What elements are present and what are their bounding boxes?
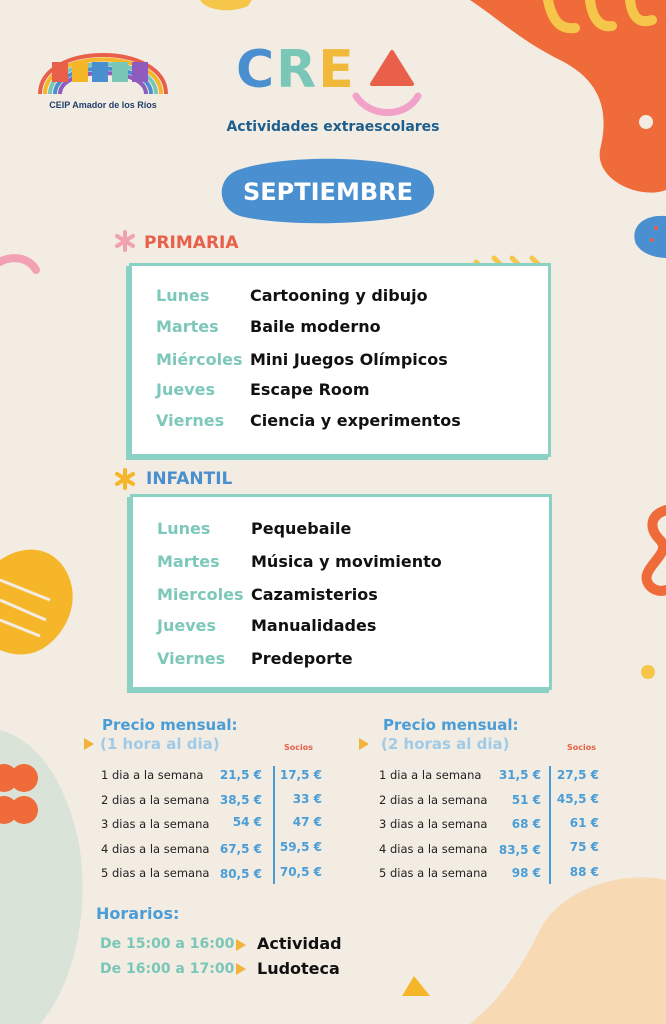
crea-triangle-smile-icon bbox=[350, 48, 430, 120]
price-row-label: 3 dias a la semana bbox=[379, 817, 488, 831]
price-value: 68 € bbox=[511, 817, 541, 831]
day-label: Martes bbox=[157, 552, 220, 571]
primaria-schedule bbox=[129, 263, 551, 457]
day-label: Jueves bbox=[157, 616, 216, 635]
price-row-label: 3 dias a la semana bbox=[101, 817, 210, 831]
price-row-label: 5 dias a la semana bbox=[101, 866, 210, 880]
crea-letter-e: E bbox=[318, 40, 356, 100]
socios-label-2: Socios bbox=[567, 743, 596, 752]
activity-label: Escape Room bbox=[250, 380, 370, 399]
price-divider bbox=[273, 766, 275, 884]
schedule-row bbox=[132, 286, 548, 316]
price-value: 98 € bbox=[511, 866, 541, 880]
day-label: Viernes bbox=[156, 411, 225, 430]
activity-label: Predeporte bbox=[251, 649, 353, 668]
schedule-row bbox=[132, 317, 548, 347]
infantil-schedule bbox=[130, 494, 552, 690]
month-title: SEPTIEMBRE bbox=[242, 178, 413, 206]
horario-activity: Ludoteca bbox=[257, 959, 340, 978]
price-row-label: 4 dias a la semana bbox=[379, 842, 488, 856]
subtitle: Actividades extraescolares bbox=[226, 119, 440, 135]
crea-title bbox=[236, 40, 356, 100]
price-row-label: 1 dia a la semana bbox=[379, 768, 482, 782]
socios-value: 70,5 € bbox=[279, 865, 322, 879]
day-label: Lunes bbox=[156, 286, 210, 305]
socios-value: 88 € bbox=[569, 865, 599, 879]
price-value: 31,5 € bbox=[498, 768, 541, 782]
play-arrow-icon bbox=[236, 963, 246, 975]
socios-value: 27,5 € bbox=[556, 768, 599, 782]
school-logo bbox=[30, 22, 176, 114]
schedule-row bbox=[133, 552, 549, 582]
play-arrow-icon bbox=[236, 939, 246, 951]
activity-label: Pequebaile bbox=[251, 519, 352, 538]
socios-value: 47 € bbox=[292, 815, 322, 829]
socios-value: 59,5 € bbox=[279, 840, 322, 854]
socios-value: 33 € bbox=[292, 792, 322, 806]
activity-label: Cartooning y dibujo bbox=[250, 286, 428, 305]
horario-time: De 16:00 a 17:00 bbox=[100, 961, 235, 977]
play-arrow-icon bbox=[359, 738, 369, 750]
price-value: 38,5 € bbox=[219, 793, 262, 807]
socios-value: 61 € bbox=[569, 816, 599, 830]
price-row-label: 5 dias a la semana bbox=[379, 866, 488, 880]
primaria-title: PRIMARIA bbox=[144, 233, 239, 253]
price-row-label: 2 dias a la semana bbox=[101, 793, 210, 807]
day-label: Jueves bbox=[156, 380, 215, 399]
day-label: Martes bbox=[156, 317, 219, 336]
price-sub-2: (2 horas al dia) bbox=[381, 735, 510, 753]
day-label: Viernes bbox=[157, 649, 226, 668]
price-value: 80,5 € bbox=[219, 867, 262, 881]
price-subheading-2 bbox=[381, 735, 510, 754]
schedule-row bbox=[133, 585, 549, 615]
asterisk-icon bbox=[114, 230, 136, 252]
socios-label-1: Socios bbox=[284, 743, 313, 752]
price-value: 67,5 € bbox=[219, 842, 262, 856]
price-divider bbox=[549, 766, 551, 884]
price-heading-1: Precio mensual: bbox=[102, 716, 238, 734]
price-value: 54 € bbox=[232, 815, 262, 829]
activity-label: Mini Juegos Olímpicos bbox=[250, 350, 448, 369]
schedule-row bbox=[133, 616, 549, 646]
play-arrow-icon bbox=[84, 738, 94, 750]
socios-value: 17,5 € bbox=[279, 768, 322, 782]
socios-value: 75 € bbox=[569, 840, 599, 854]
activity-label: Manualidades bbox=[251, 616, 377, 635]
schedule-row bbox=[132, 411, 548, 441]
day-label: Miercoles bbox=[157, 585, 244, 604]
price-value: 21,5 € bbox=[219, 768, 262, 782]
schedule-row bbox=[132, 350, 548, 380]
price-row-label: 2 dias a la semana bbox=[379, 793, 488, 807]
price-heading-2: Precio mensual: bbox=[383, 716, 519, 734]
socios-value: 45,5 € bbox=[556, 792, 599, 806]
price-row-label: 4 dias a la semana bbox=[101, 842, 210, 856]
rainbow-logo-icon bbox=[30, 22, 176, 102]
price-value: 51 € bbox=[511, 793, 541, 807]
activity-label: Ciencia y experimentos bbox=[250, 411, 461, 430]
activity-label: Baile moderno bbox=[250, 317, 381, 336]
price-value: 83,5 € bbox=[498, 843, 541, 857]
crea-letter-c: C bbox=[236, 40, 277, 100]
horario-time: De 15:00 a 16:00 bbox=[100, 936, 235, 952]
horario-activity: Actividad bbox=[257, 934, 342, 953]
crea-letter-r: R bbox=[276, 40, 319, 100]
school-name: CEIP Amador de los Ríos bbox=[49, 100, 157, 110]
day-label: Miércoles bbox=[156, 350, 243, 369]
schedule-row bbox=[132, 380, 548, 410]
price-row-label: 1 dia a la semana bbox=[101, 768, 204, 782]
asterisk-icon bbox=[114, 468, 136, 490]
activity-label: Música y movimiento bbox=[251, 552, 442, 571]
horarios-title: Horarios: bbox=[96, 904, 180, 923]
schedule-row bbox=[133, 519, 549, 549]
infantil-title: INFANTIL bbox=[146, 469, 233, 489]
day-label: Lunes bbox=[157, 519, 211, 538]
price-subheading-1 bbox=[100, 735, 220, 754]
schedule-row bbox=[133, 649, 549, 679]
activity-label: Cazamisterios bbox=[251, 585, 378, 604]
price-sub-1: (1 hora al dia) bbox=[100, 735, 220, 753]
